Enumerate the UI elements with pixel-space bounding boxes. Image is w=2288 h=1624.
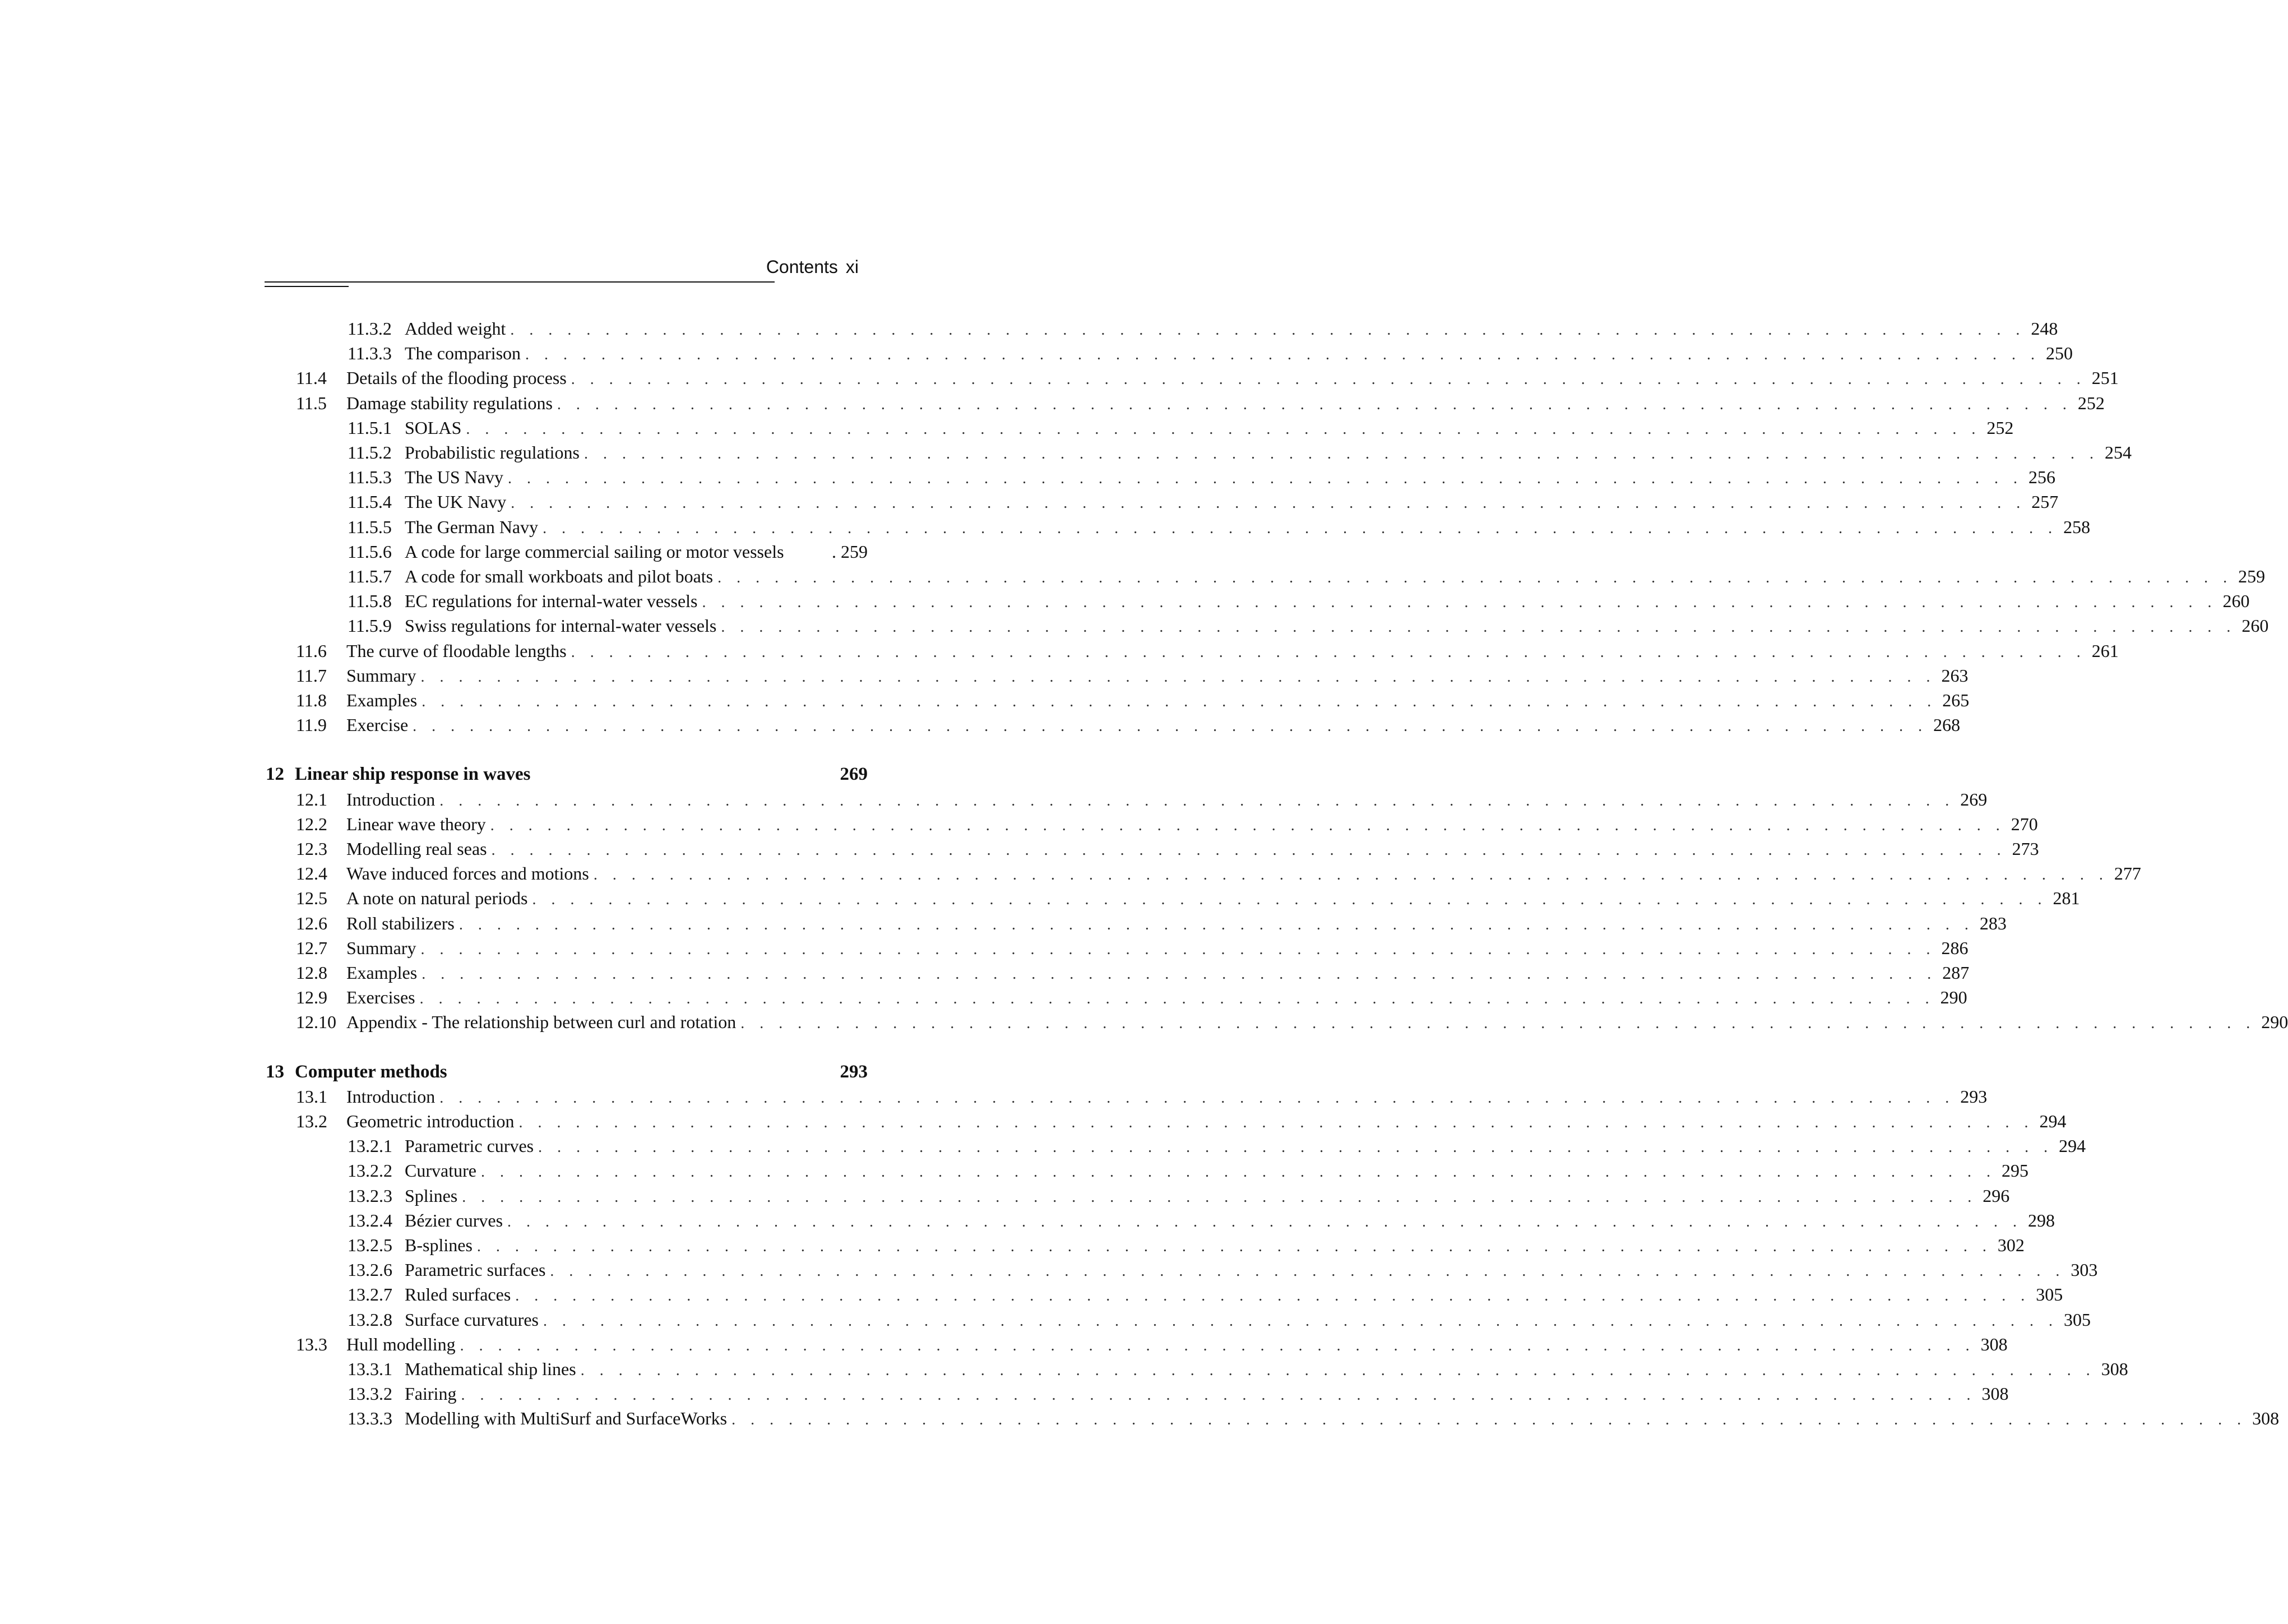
toc-entry xyxy=(0,491,2059,513)
entry-title: The comparison xyxy=(405,343,521,364)
entry-page-number: 294 xyxy=(2059,1136,2086,1156)
toc-entry xyxy=(0,813,2038,835)
dot-leader: . . . . . . . . . . . . . . . . . . . . . . . . . . . . . . . . . . . . . . . . . . . . . . . . . . . . . . . . . . . . . . . . . . . . . . . . . . . . . . . . xyxy=(461,1386,1976,1404)
entry-line xyxy=(405,1259,2098,1283)
entry-line xyxy=(405,1209,2055,1233)
dot-leader: . . . . . . . . . . . . . . . . . . . . . . . . . . . . . . . . . . . . . . . . . . . . . . . . . . . . . . . . . . . . . . . . . . . . . . . . . . . . . . . . xyxy=(413,718,1928,735)
entry-page-number: 295 xyxy=(2001,1160,2028,1181)
toc-entry xyxy=(0,1185,2010,1207)
dot-leader: . . . . . . . . . . . . . . . . . . . . . . . . . . . . . . . . . . . . . . . . . . . . . . . . . . . . . . . . . . . . . . . . . . . . . . . . . . . . . . . . xyxy=(480,1163,1996,1181)
dot-leader: . . . . . . . . . . . . . . . . . . . . . . . . . . . . . . . . . . . . . . . . . . . . . . . . . . . . . . . . . . . . . . . . . . . . . . . . . . . . . . . . xyxy=(543,519,2058,537)
entry-number: 13.2.1 xyxy=(348,1136,392,1156)
entry-number: 12.6 xyxy=(296,913,327,933)
entry-title: Geometric introduction xyxy=(346,1111,515,1131)
entry-title: The German Navy xyxy=(405,516,539,537)
entry-title: Probabilistic regulations xyxy=(405,442,580,462)
toc-entry xyxy=(0,441,2132,464)
entry-title: Swiss regulations for internal-water vessels xyxy=(405,616,717,636)
toc-entry xyxy=(0,664,1969,687)
entry-title: A note on natural periods xyxy=(346,888,528,909)
header-rule xyxy=(265,281,775,283)
toc-entry xyxy=(0,614,2269,637)
entry-page-number: 308 xyxy=(2252,1408,2280,1429)
entry-number: 12.8 xyxy=(296,963,327,983)
entry-number: 11.5.9 xyxy=(348,616,392,636)
toc-entry xyxy=(0,1382,2009,1405)
dot-leader: . . . . . . . . . . . . . . . . . . . . . . . . . . . . . . . . . . . . . . . . . . . . . . . . . . . . . . . . . . . . . . . . . . . . . . . . . . . . . . . . xyxy=(419,990,1935,1008)
running-header xyxy=(758,257,859,277)
entry-title: Introduction xyxy=(346,789,436,809)
entry-number: 11.5.1 xyxy=(348,417,392,438)
dot-leader: . . . . . . . . . . . . . . . . . . . . . . . . . . . . . . . . . . . . . . . . . . . . . . . . . . . . . . . . . . . . . . . . . . . . . . . . . . . . . . . . xyxy=(740,1015,2256,1033)
entry-number: 11.9 xyxy=(296,715,327,735)
toc-entry xyxy=(0,317,2058,340)
entry-number: 13.3.1 xyxy=(348,1359,392,1379)
entry-page-number: 308 xyxy=(1980,1334,2008,1354)
entry-number: 12.10 xyxy=(296,1012,336,1033)
toc-entry xyxy=(0,1358,2128,1380)
entry-title: Examples xyxy=(346,963,418,983)
entry-title: A code for large commercial sailing or motor vessels xyxy=(405,541,784,562)
entry-line xyxy=(405,1185,2010,1209)
dot-leader: . . . . . . . . . . . . . . . . . . . . . . . . . . . . . . . . . . . . . . . . . . . . . . . . . . . . . . . . . . . . . . . . . . . . . . . . . . . . . . . . xyxy=(510,321,2026,339)
entry-title: Curvature xyxy=(405,1160,476,1181)
dot-leader: . . . . . . . . . . . . . . . . . . . . . . . . . . . . . . . . . . . . . . . . . . . . . . . . . . . . . . . . . . . . . . . . . . . . . . . . . . . . . . . . xyxy=(593,866,2109,884)
dot-leader: . . . . . . . . . . . . . . . . . . . . . . . . . . . . . . . . . . . . . . . . . . . . . . . . . . . . . . . . . . . . . . . . . . . . . . . . . . . . . . . . xyxy=(466,420,1981,438)
entry-number: 13.2.6 xyxy=(348,1260,392,1280)
entry-line xyxy=(346,689,1970,713)
toc-entry xyxy=(0,565,2266,587)
entry-line xyxy=(346,788,1988,812)
entry-title: The UK Navy xyxy=(405,492,507,512)
dot-leader: . . . . . . . . . . . . . . . . . . . . . . . . . . . . . . . . . . . . . . . . . . . . . . . . . . . . . . . . . . . . . . . . . . . . . . . . . . . . . . . . xyxy=(476,1238,1992,1255)
entry-number: 11.6 xyxy=(296,640,327,661)
toc-entry xyxy=(0,417,2014,439)
entry-line xyxy=(405,540,868,563)
entry-page-number: 269 xyxy=(840,764,868,785)
entry-title: A code for small workboats and pilot boats xyxy=(405,566,714,586)
dot-leader: . . . . . . . . . . . . . . . . . . . . . . . . . . . . . . . . . . . . . . . . . . . . . . . . . . . . . . . . . . . . . . . . . . . . . . . . . . . . . . . . xyxy=(458,915,1974,933)
entry-page-number: 265 xyxy=(1942,690,1970,710)
entry-number: 11.7 xyxy=(296,665,327,686)
entry-line xyxy=(346,862,2141,886)
entry-number: 11.5.5 xyxy=(348,516,392,537)
toc-entry xyxy=(0,961,1970,984)
entry-line xyxy=(405,1382,2009,1406)
entry-line xyxy=(346,887,2080,911)
entry-title: Exercises xyxy=(346,987,415,1008)
dot-leader: . . . . . . . . . . . . . . . . . . . . . . . . . . . . . . . . . . . . . . . . . . . . . . . . . . . . . . . . . . . . . . . . . . . . . . . . . . . . . . . . xyxy=(518,1114,2034,1131)
dot-leader: . . . . . . . . . . . . . . . . . . . . . . . . . . . . . . . . . . . . . . . . . . . . . . . . . . . . . . . . . . . . . . . . . . . . . . . . . . . . . . . . xyxy=(571,643,2086,661)
dot-leader: . . . . . . . . . . . . . . . . . . . . . . . . . . . . . . . . . . . . . . . . . . . . . . . . . . . . . . . . . . . . . . . . . . . . . . . . . . . . . . . . xyxy=(420,940,1936,958)
entry-line xyxy=(405,342,2073,366)
entry-title: Added weight xyxy=(405,318,506,339)
toc-entry xyxy=(0,1407,2280,1429)
entry-number: 12.4 xyxy=(296,863,327,884)
entry-line xyxy=(346,714,1961,738)
toc-entry xyxy=(0,937,1969,959)
entry-page-number: . 259 xyxy=(832,541,868,562)
entry-title: EC regulations for internal-water vessels xyxy=(405,591,698,612)
entry-page-number: 252 xyxy=(2077,392,2105,413)
entry-number: 12.5 xyxy=(296,888,327,909)
dot-leader: . . . . . . . . . . . . . . . . . . . . . . . . . . . . . . . . . . . . . . . . . . . . . . . . . . . . . . . . . . . . . . . . . . . . . . . . . . . . . . . . xyxy=(702,594,2217,612)
entry-page-number: 305 xyxy=(2036,1284,2063,1305)
entry-title: Ruled surfaces xyxy=(405,1284,511,1305)
entry-title: Examples xyxy=(346,690,418,710)
entry-title: Wave induced forces and motions xyxy=(346,863,589,884)
entry-line xyxy=(346,1011,2288,1035)
entry-title: Details of the flooding process xyxy=(346,368,567,388)
toc-entry xyxy=(0,1308,2091,1331)
entry-page-number: 298 xyxy=(2028,1210,2055,1230)
entry-page-number: 308 xyxy=(2101,1359,2128,1379)
entry-number: 13.2 xyxy=(296,1111,327,1131)
dot-leader: . . . . . . . . . . . . . . . . . . . . . . . . . . . . . . . . . . . . . . . . . . . . . . . . . . . . . . . . . . . . . . . . . . . . . . . . . . . . . . . . xyxy=(422,693,1937,710)
entry-line xyxy=(295,763,868,785)
entry-page-number: 251 xyxy=(2091,368,2119,388)
entry-title: Damage stability regulations xyxy=(346,392,553,413)
entry-page-number: 287 xyxy=(1942,963,1970,983)
entry-line xyxy=(346,664,1969,688)
entry-title: SOLAS xyxy=(405,417,462,438)
entry-page-number: 294 xyxy=(2039,1111,2067,1131)
dot-leader: . . . . . . . . . . . . . . . . . . . . . . . . . . . . . . . . . . . . . . . . . . . . . . . . . . . . . . . . . . . . . . . . . . . . . . . . . . . . . . . . xyxy=(460,1336,1975,1354)
chapter-entry xyxy=(0,1061,1148,1083)
entry-line xyxy=(346,986,1967,1010)
dot-leader: . . . . . . . . . . . . . . . . . . . . . . . . . . . . . . . . . . . . . . . . . . . . . . . . . . . . . . . . . . . . . . . . . . . . . . . . . . . . . . . . xyxy=(532,891,2048,909)
entry-number: 11.5.7 xyxy=(348,566,392,586)
entry-number: 11.5.3 xyxy=(348,467,392,488)
entry-title: Mathematical ship lines xyxy=(405,1359,576,1379)
entry-title: Modelling real seas xyxy=(346,839,487,859)
entry-page-number: 257 xyxy=(2031,492,2059,512)
dot-leader: . . . . . . . . . . . . . . . . . . . . . . . . . . . . . . . . . . . . . . . . . . . . . . . . . . . . . . . . . . . . . . . . . . . . . . . . . . . . . . . . xyxy=(420,668,1936,686)
entry-line xyxy=(405,491,2059,515)
dot-leader: . . . . . . . . . . . . . . . . . . . . . . . . . . . . . . . . . . . . . . . . . . . . . . . . . . . . . . . . . . . . . . . . . . . . . . . . . . . . . . . . xyxy=(721,618,2236,636)
entry-number: 11.5.4 xyxy=(348,492,392,512)
entry-number: 13.3.2 xyxy=(348,1384,392,1404)
toc-entry xyxy=(0,392,2105,414)
entry-number: 11.4 xyxy=(296,368,327,388)
entry-number: 11.3.2 xyxy=(348,318,392,339)
entry-page-number: 293 xyxy=(1960,1086,1988,1107)
entry-line xyxy=(405,516,2091,540)
entry-line xyxy=(405,1234,2025,1258)
dot-leader: . . . . . . . . . . . . . . . . . . . . . . . . . . . . . . . . . . . . . . . . . . . . . . . . . . . . . . . . . . . . . . . . . . . . . . . . . . . . . . . . xyxy=(580,1362,2096,1379)
toc-entry xyxy=(0,986,1967,1008)
dot-leader: . . . . . . . . . . . . . . . . . . . . . . . . . . . . . . . . . . . . . . . . . . . . . . . . . . . . . . . . . . . . . . . . . . . . . . . . . . . . . . . . xyxy=(511,494,2026,512)
entry-number: 12.9 xyxy=(296,987,327,1008)
entry-line xyxy=(346,1110,2067,1134)
entry-number: 13.2.2 xyxy=(348,1160,392,1181)
entry-number: 13.2.7 xyxy=(348,1284,392,1305)
entry-number: 13.3 xyxy=(296,1334,327,1354)
entry-number: 13.2.4 xyxy=(348,1210,392,1230)
entry-title: Parametric curves xyxy=(405,1136,534,1156)
entry-page-number: 258 xyxy=(2063,516,2091,537)
entry-number: 12 xyxy=(266,764,284,785)
entry-title: Introduction xyxy=(346,1086,436,1107)
toc-entry xyxy=(0,1110,2067,1132)
entry-page-number: 270 xyxy=(2011,813,2038,834)
entry-page-number: 268 xyxy=(1933,715,1961,735)
toc-entry xyxy=(0,838,2039,860)
toc-entry xyxy=(0,1259,2098,1281)
entry-line xyxy=(405,1159,2028,1183)
dot-leader: . . . . . . . . . . . . . . . . . . . . . . . . . . . . . . . . . . . . . . . . . . . . . . . . . . . . . . . . . . . . . . . . . . . . . . . . . . . . . . . . xyxy=(731,1411,2247,1429)
toc-entry xyxy=(0,1085,1988,1108)
dot-leader: . . . . . . . . . . . . . . . . . . . . . . . . . . . . . . . . . . . . . . . . . . . . . . . . . . . . . . . . . . . . . . . . . . . . . . . . . . . . . . . . xyxy=(439,1089,1955,1107)
entry-title: Fairing xyxy=(405,1384,457,1404)
toc-entry xyxy=(0,590,2250,612)
entry-number: 11.5 xyxy=(296,392,327,413)
entry-page-number: 286 xyxy=(1941,937,1969,958)
toc-entry xyxy=(0,466,2055,488)
entry-number: 13 xyxy=(266,1061,284,1082)
entry-title: Surface curvatures xyxy=(405,1309,539,1330)
entry-line xyxy=(346,392,2105,416)
dot-leader: . . . . . . . . . . . . . . . . . . . . . . . . . . . . . . . . . . . . . . . . . . . . . . . . . . . . . . . . . . . . . . . . . . . . . . . . . . . . . . . . xyxy=(507,1213,2023,1230)
entry-line xyxy=(346,813,2038,837)
entry-line xyxy=(405,1358,2128,1382)
entry-page-number: 260 xyxy=(2241,616,2269,636)
entry-line xyxy=(346,912,2007,936)
toc-entry xyxy=(0,342,2073,364)
entry-title: Parametric surfaces xyxy=(405,1260,546,1280)
entry-line xyxy=(405,1283,2063,1307)
entry-page-number: 283 xyxy=(1979,913,2007,933)
entry-title: Modelling with MultiSurf and SurfaceWorks xyxy=(405,1408,728,1429)
entry-title: Exercise xyxy=(346,715,409,735)
chapter-entry xyxy=(0,763,1148,785)
entry-number: 12.3 xyxy=(296,839,327,859)
toc-entry xyxy=(0,516,2091,538)
entry-line xyxy=(346,838,2039,862)
entry-line xyxy=(405,590,2250,614)
entry-title: The US Navy xyxy=(405,467,503,488)
dot-leader: . . . . . . . . . . . . . . . . . . . . . . . . . . . . . . . . . . . . . . . . . . . . . . . . . . . . . . . . . . . . . . . . . . . . . . . . . . . . . . . . xyxy=(583,445,2099,462)
entry-page-number: 290 xyxy=(2261,1012,2288,1033)
entry-page-number: 308 xyxy=(1981,1384,2009,1404)
entry-line xyxy=(405,1135,2086,1159)
entry-number: 13.1 xyxy=(296,1086,327,1107)
toc-entry xyxy=(0,912,2007,934)
entry-page-number: 305 xyxy=(2063,1309,2091,1330)
entry-line xyxy=(405,1308,2091,1332)
entry-number: 13.2.5 xyxy=(348,1235,392,1255)
entry-page-number: 259 xyxy=(2238,566,2266,586)
entry-number: 11.3.3 xyxy=(348,343,392,364)
entry-line xyxy=(295,1061,868,1083)
entry-number: 13.3.3 xyxy=(348,1408,392,1429)
entry-page-number: 252 xyxy=(1986,417,2014,438)
dot-leader: . . . . . . . . . . . . . . . . . . . . . . . . . . . . . . . . . . . . . . . . . . . . . . . . . . . . . . . . . . . . . . . . . . . . . . . . . . . . . . . . xyxy=(550,1262,2065,1280)
entry-page-number: 269 xyxy=(1960,789,1988,809)
entry-page-number: 260 xyxy=(2222,591,2250,612)
entry-line xyxy=(346,367,2119,391)
entry-page-number: 256 xyxy=(2028,467,2055,488)
dot-leader: . . . . . . . . . . . . . . . . . . . . . . . . . . . . . . . . . . . . . . . . . . . . . . . . . . . . . . . . . . . . . . . . . . . . . . . . . . . . . . . . xyxy=(717,569,2233,586)
toc-entry xyxy=(0,540,1148,563)
entry-title: Linear ship response in waves xyxy=(295,764,531,785)
dot-leader: . . . . . . . . . . . . . . . . . . . . . . . . . . . . . . . . . . . . . . . . . . . . . . . . . . . . . . . . . . . . . . . . . . . . . . . . . . . . . . . . xyxy=(439,792,1955,809)
entry-title: Roll stabilizers xyxy=(346,913,455,933)
entry-page-number: 273 xyxy=(2012,839,2039,859)
entry-line xyxy=(405,1407,2280,1431)
dot-leader: . . . . . . . . . . . . . . . . . . . . . . . . . . . . . . . . . . . . . . . . . . . . . . . . . . . . . . . . . . . . . . . . . . . . . . . . . . . . . . . . xyxy=(515,1287,2031,1305)
entry-number: 11.5.8 xyxy=(348,591,392,612)
entry-line xyxy=(405,317,2058,341)
dot-leader: . . . . . . . . . . . . . . . . . . . . . . . . . . . . . . . . . . . . . . . . . . . . . . . . . . . . . . . . . . . . . . . . . . . . . . . . . . . . . . . . xyxy=(571,371,2086,388)
entry-line xyxy=(405,466,2055,490)
entry-title: Computer methods xyxy=(295,1061,447,1082)
entry-title: Bézier curves xyxy=(405,1210,503,1230)
dot-leader: . . . . . . . . . . . . . . . . . . . . . . . . . . . . . . . . . . . . . . . . . . . . . . . . . . . . . . . . . . . . . . . . . . . . . . . . . . . . . . . . xyxy=(525,346,2041,364)
header-rule-short xyxy=(265,286,349,287)
dot-leader: . . . . . . . . . . . . . . . . . . . . . . . . . . . . . . . . . . . . . . . . . . . . . . . . . . . . . . . . . . . . . . . . . . . . . . . . . . . . . . . . xyxy=(538,1139,2054,1156)
header-label: Contents xyxy=(766,257,838,277)
entry-line xyxy=(346,1085,1988,1109)
toc-entry xyxy=(0,714,1961,736)
entry-title: Splines xyxy=(405,1185,458,1206)
entry-line xyxy=(346,1333,2008,1357)
dot-leader: . . . . . . . . . . . . . . . . . . . . . . . . . . . . . . . . . . . . . . . . . . . . . . . . . . . . . . . . . . . . . . . . . . . . . . . . . . . . . . . . xyxy=(422,965,1937,983)
dot-leader: . . . . . . . . . . . . . . . . . . . . . . . . . . . . . . . . . . . . . . . . . . . . . . . . . . . . . . . . . . . . . . . . . . . . . . . . . . . . . . . . xyxy=(491,841,2007,859)
dot-leader: . . . . . . . . . . . . . . . . . . . . . . . . . . . . . . . . . . . . . . . . . . . . . . . . . . . . . . . . . . . . . . . . . . . . . . . . . . . . . . . . xyxy=(543,1312,2058,1330)
entry-number: 12.1 xyxy=(296,789,327,809)
entry-title: The curve of floodable lengths xyxy=(346,640,567,661)
entry-number: 12.2 xyxy=(296,813,327,834)
entry-page-number: 293 xyxy=(840,1061,868,1082)
toc-entry xyxy=(0,788,1988,811)
toc-entry xyxy=(0,1135,2086,1157)
toc-entry xyxy=(0,1283,2063,1306)
entry-line xyxy=(346,937,1969,961)
entry-number: 11.5.6 xyxy=(348,541,392,562)
toc-entry xyxy=(0,1333,2008,1355)
dot-leader: . . . . . . . . . . . . . . . . . . . . . . . . . . . . . . . . . . . . . . . . . . . . . . . . . . . . . . . . . . . . . . . . . . . . . . . . . . . . . . . . xyxy=(462,1188,1977,1206)
entry-title: B-splines xyxy=(405,1235,473,1255)
entry-title: Hull modelling xyxy=(346,1334,456,1354)
toc-entry xyxy=(0,689,1970,711)
entry-page-number: 263 xyxy=(1941,665,1969,686)
entry-page-number: 248 xyxy=(2031,318,2058,339)
entry-page-number: 281 xyxy=(2053,888,2080,909)
entry-number: 13.2.8 xyxy=(348,1309,392,1330)
entry-page-number: 277 xyxy=(2114,863,2141,884)
entry-page-number: 296 xyxy=(1983,1185,2010,1206)
dot-leader: . . . . . . . . . . . . . . . . . . . . . . . . . . . . . . . . . . . . . . . . . . . . . . . . . . . . . . . . . . . . . . . . . . . . . . . . . . . . . . . . xyxy=(557,395,2072,413)
entry-line xyxy=(405,417,2014,441)
entry-number: 12.7 xyxy=(296,937,327,958)
toc-entry xyxy=(0,640,2119,662)
toc-entry xyxy=(0,367,2119,389)
toc-entry xyxy=(0,887,2080,909)
entry-title: Linear wave theory xyxy=(346,813,486,834)
entry-page-number: 303 xyxy=(2071,1260,2098,1280)
entry-title: Summary xyxy=(346,665,416,686)
entry-page-number: 290 xyxy=(1940,987,1967,1008)
entry-page-number: 250 xyxy=(2046,343,2073,364)
entry-page-number: 254 xyxy=(2104,442,2132,462)
entry-title: Summary xyxy=(346,937,416,958)
toc-entry xyxy=(0,862,2141,885)
entry-line xyxy=(405,614,2269,639)
entry-line xyxy=(405,565,2266,589)
toc-entry xyxy=(0,1234,2025,1256)
entry-number: 13.2.3 xyxy=(348,1185,392,1206)
dot-leader: . . . . . . . . . . . . . . . . . . . . . . . . . . . . . . . . . . . . . . . . . . . . . . . . . . . . . . . . . . . . . . . . . . . . . . . . . . . . . . . . xyxy=(507,470,2023,488)
entry-page-number: 261 xyxy=(2091,640,2119,661)
toc-entry xyxy=(0,1159,2028,1182)
toc-entry xyxy=(0,1209,2055,1232)
entry-number: 11.8 xyxy=(296,690,327,710)
entry-line xyxy=(405,441,2132,465)
dot-leader: . . . . . . . . . . . . . . . . . . . . . . . . . . . . . . . . . . . . . . . . . . . . . . . . . . . . . . . . . . . . . . . . . . . . . . . . . . . . . . . . xyxy=(490,816,2006,834)
entry-number: 11.5.2 xyxy=(348,442,392,462)
entry-line xyxy=(346,961,1970,985)
entry-line xyxy=(346,640,2119,664)
header-page-number: xi xyxy=(845,257,859,277)
entry-title: Appendix - The relationship between curl and rotation xyxy=(346,1012,737,1033)
entry-page-number: 302 xyxy=(1997,1235,2025,1255)
toc-entry xyxy=(0,1011,2288,1033)
